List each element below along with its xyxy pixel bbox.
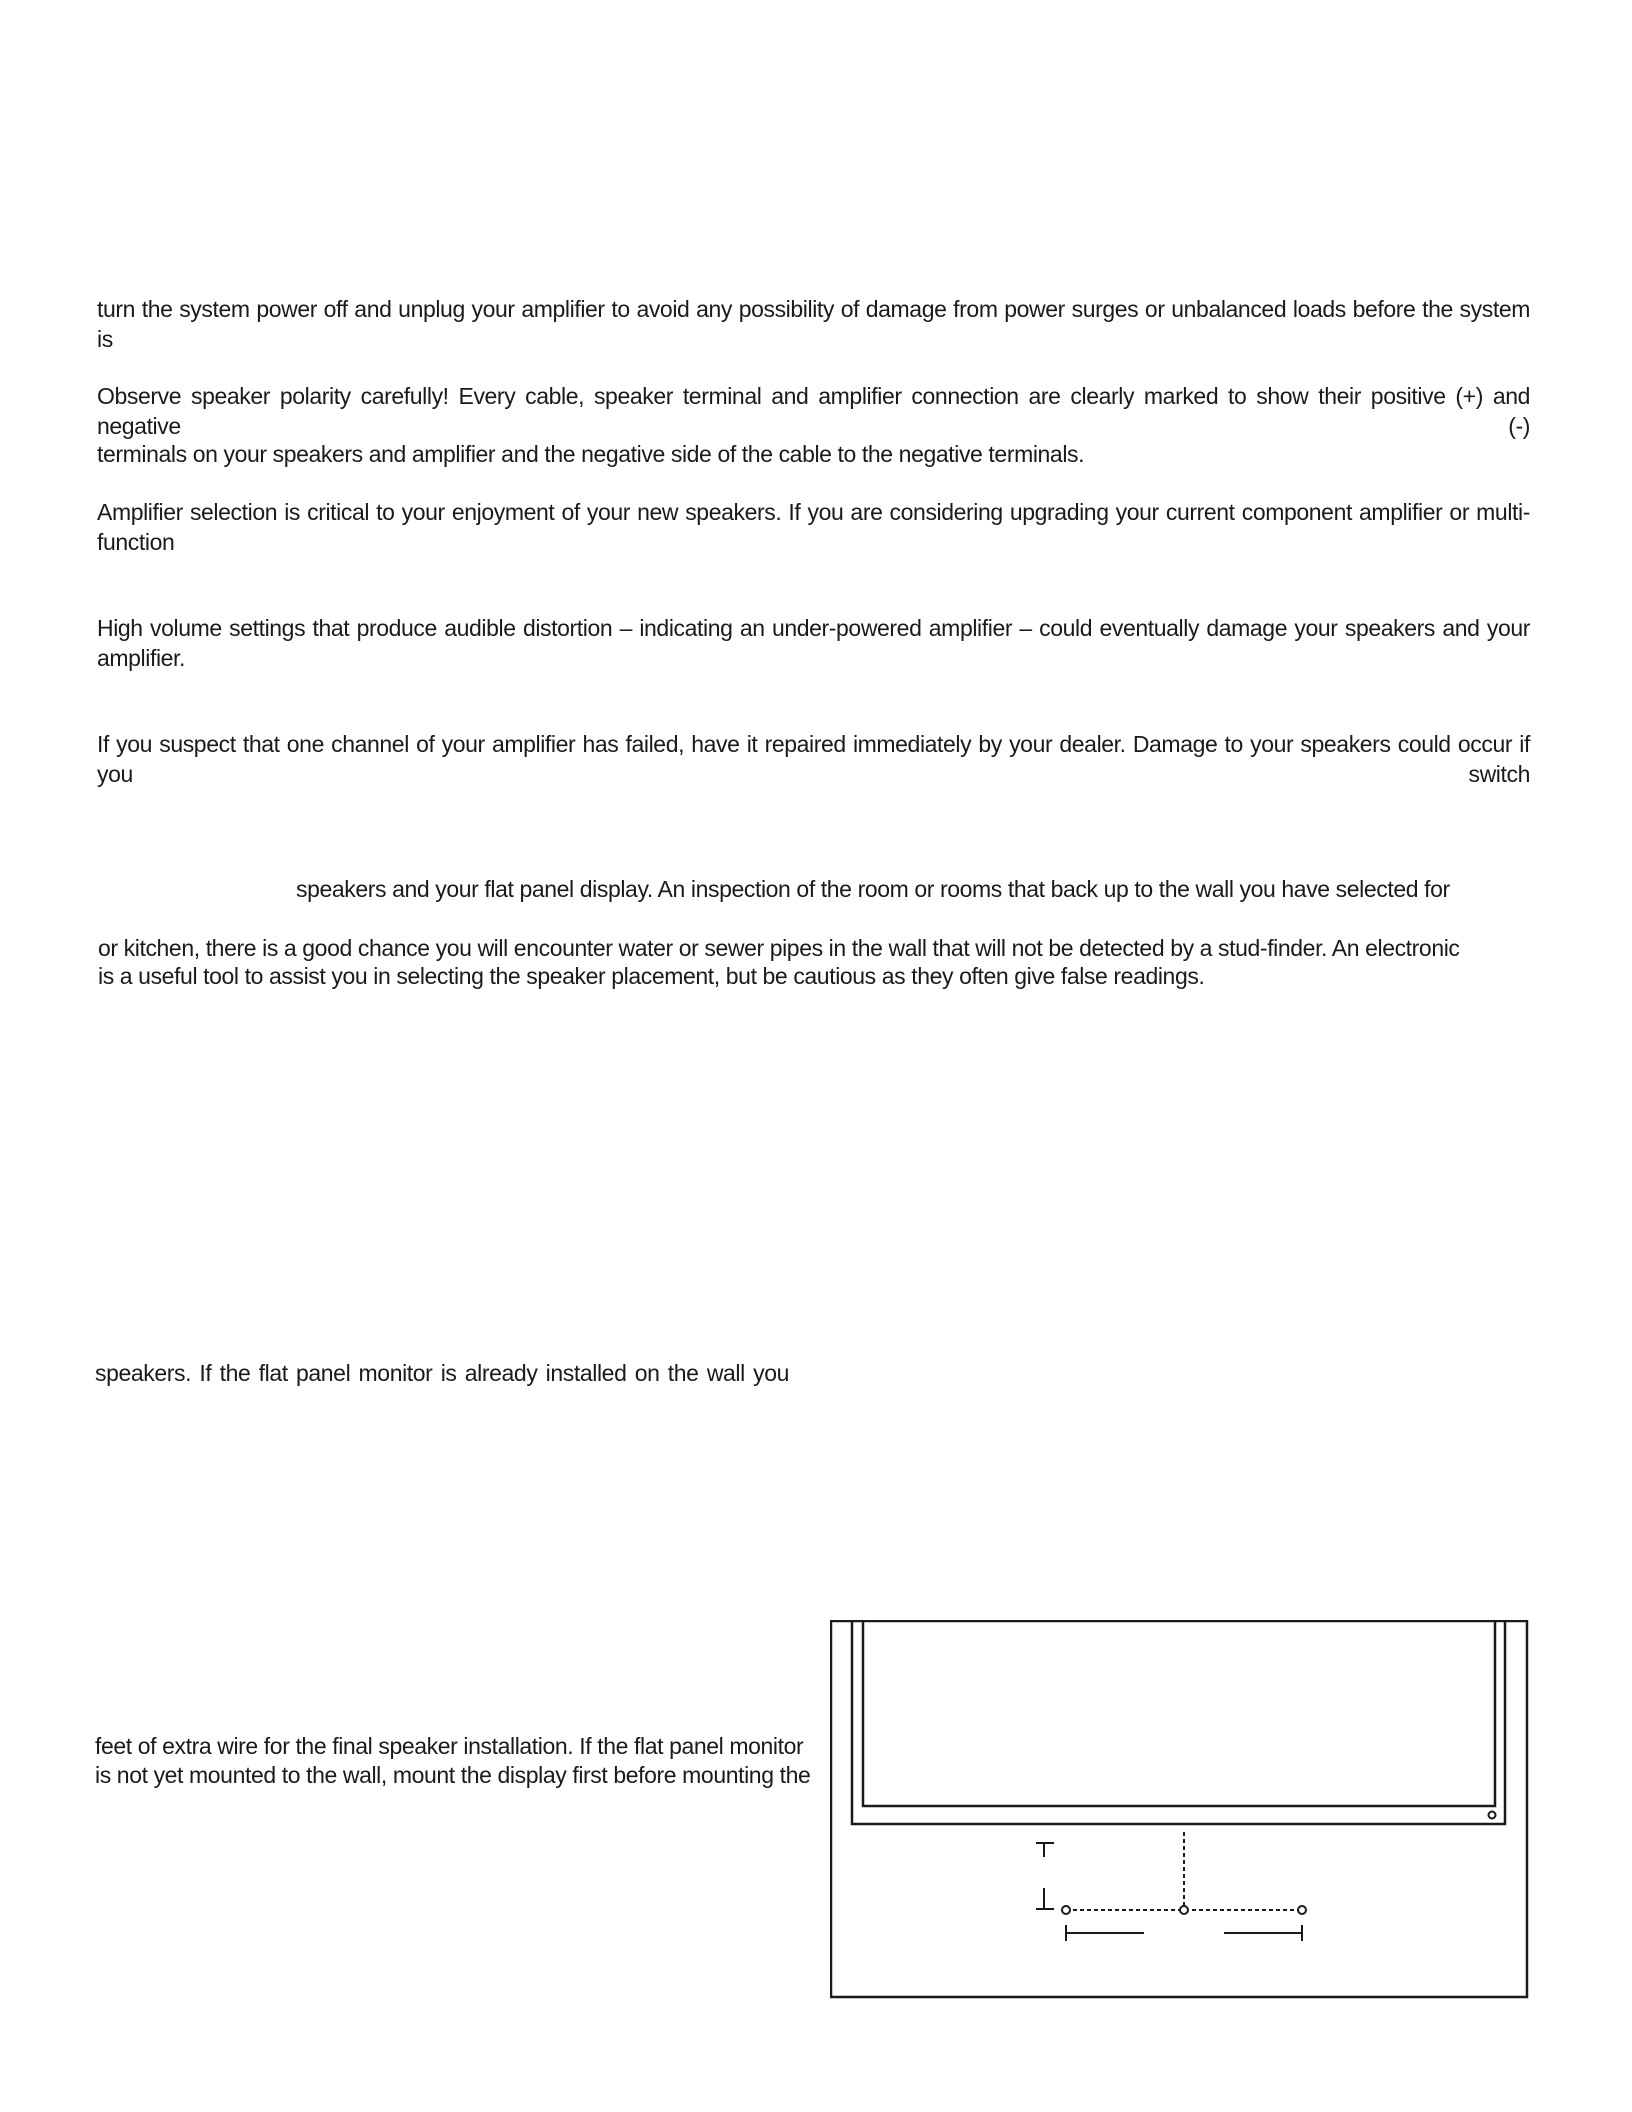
- speaker-placement-diagram: [830, 1620, 1530, 2000]
- right-speaker-point-icon: [1298, 1906, 1306, 1914]
- wall-outline: [831, 1621, 1527, 1997]
- amplifier-selection-text: Amplifier selection is critical to your enjoyment of your new speakers. If you are considering upgrading your current component amplifier or multi-function: [97, 499, 1530, 555]
- kitchen-text-line-2: is a useful tool to assist you in selecting the speaker placement, but be cautious as they often give false readings.: [98, 963, 1205, 989]
- high-volume-warning-text: High volume settings that produce audible distortion – indicating an under-powered amplifier – could eventually damage your speakers and your amplifier.: [97, 615, 1530, 671]
- kitchen-text-line-1: or kitchen, there is a good chance you will encounter water or sewer pipes in the wall that will not be detected by a stud-finder. An electronic: [98, 935, 1460, 961]
- display-screen: [863, 1622, 1495, 1806]
- display-bezel: [852, 1622, 1505, 1824]
- channel-failure-text: If you suspect that one channel of your amplifier has failed, have it repaired immediately by your dealer. Damage to your speakers could occur if you switch: [97, 731, 1530, 787]
- polarity-text-line-2: terminals on your speakers and amplifier and the negative side of the cable to the negative terminals.: [97, 441, 1085, 467]
- left-speaker-point-icon: [1062, 1906, 1070, 1914]
- extra-wire-text-line-1: feet of extra wire for the final speaker installation. If the flat panel monitor: [95, 1733, 804, 1759]
- monitor-installed-text: speakers. If the flat panel monitor is already installed on the wall you: [95, 1360, 789, 1386]
- display-indicator-icon: [1489, 1812, 1496, 1819]
- polarity-text-line-1: Observe speaker polarity carefully! Every cable, speaker terminal and amplifier connection are clearly marked to show their positive (+) and negative (-): [97, 383, 1530, 439]
- inspection-text: speakers and your flat panel display. An inspection of the room or rooms that back up to the wall you have selected for: [296, 876, 1450, 902]
- power-warning-text: turn the system power off and unplug your amplifier to avoid any possibility of damage from power surges or unbalanced loads before the system is: [97, 296, 1530, 352]
- center-point-icon: [1180, 1906, 1188, 1914]
- extra-wire-text-line-2: is not yet mounted to the wall, mount the display first before mounting the: [95, 1762, 811, 1788]
